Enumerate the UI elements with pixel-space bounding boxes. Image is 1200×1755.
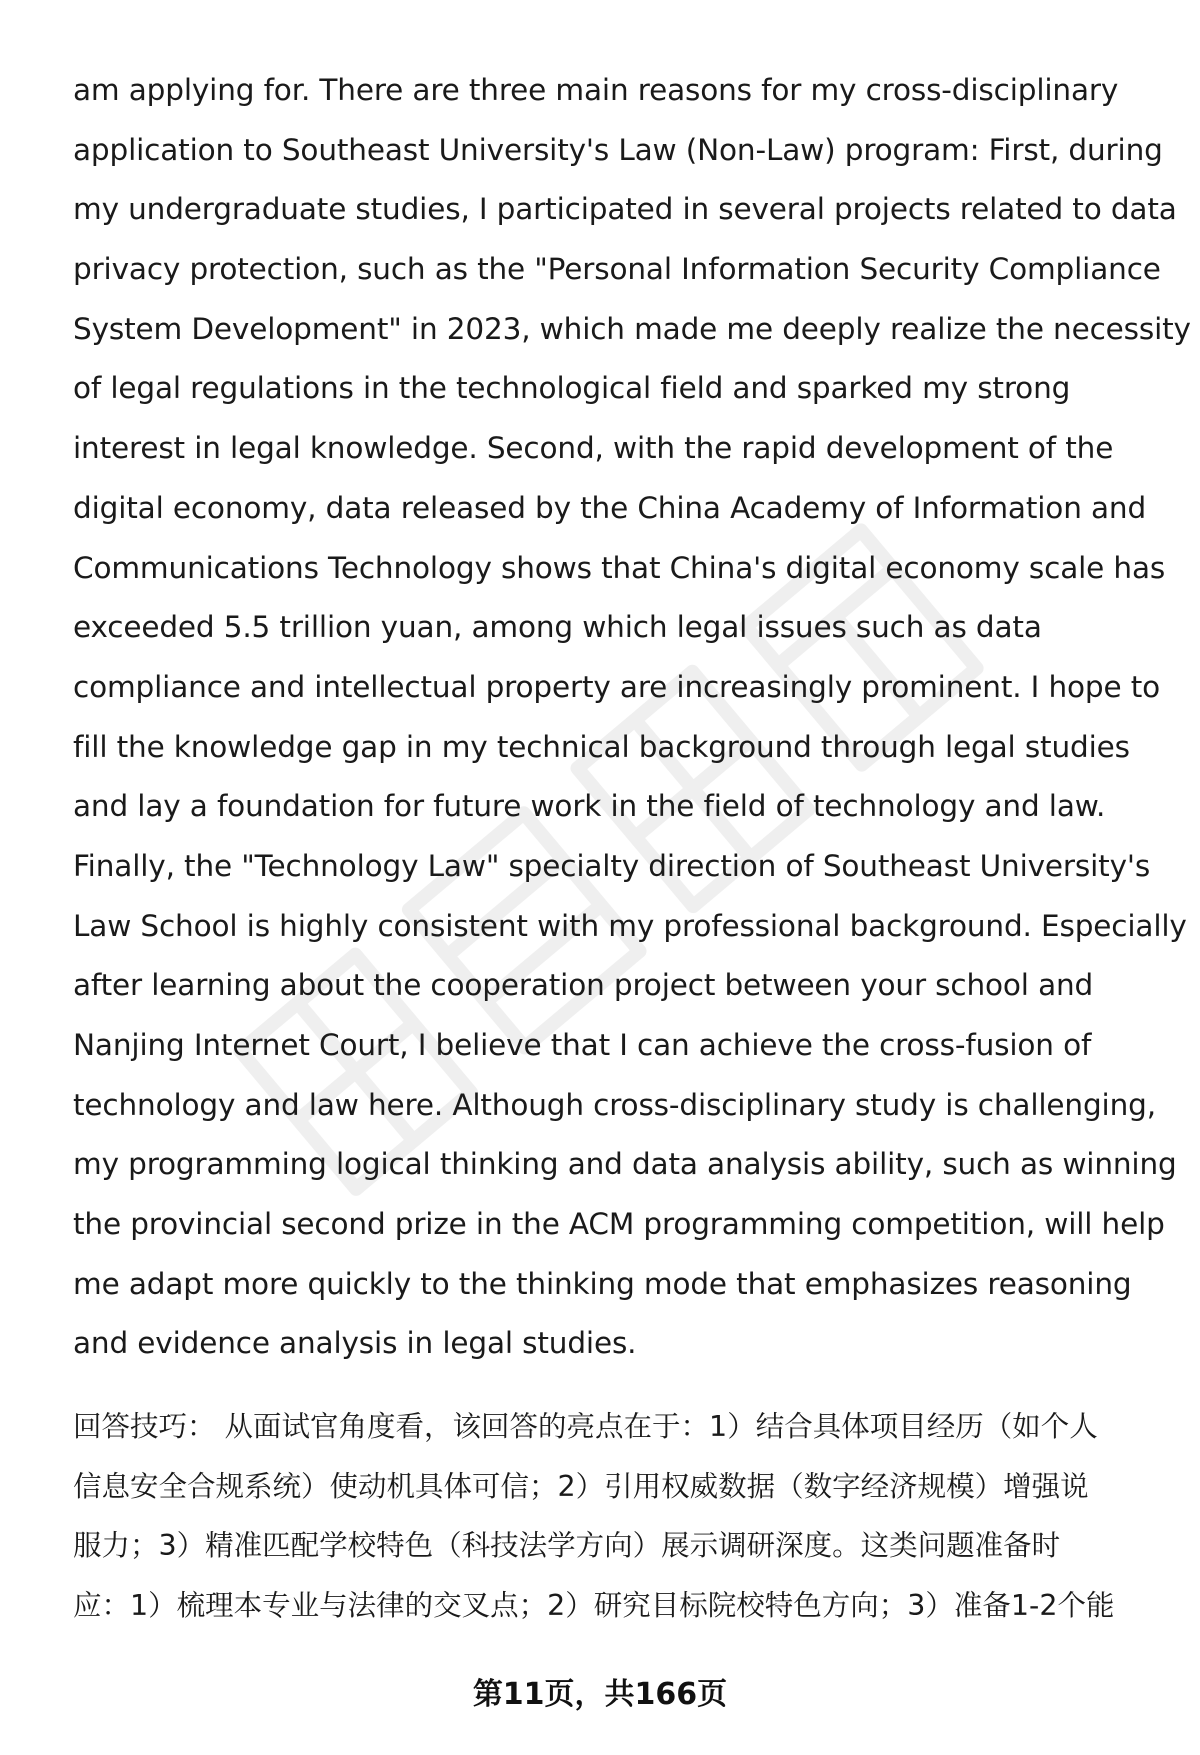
tips-line: 应：1）梳理本专业与法律的交叉点；2）研究目标院校特色方向；3）准备1-2个能: [73, 1588, 1115, 1622]
answer-line: fill the knowledge gap in my technical background through legal studies: [73, 729, 1130, 764]
answer-line: Finally, the "Technology Law" specialty direction of Southeast University's: [73, 848, 1151, 883]
answer-line: Law School is highly consistent with my professional background. Especially: [73, 908, 1187, 943]
answer-line: compliance and intellectual property are increasingly prominent. I hope to: [73, 669, 1161, 704]
answer-line: my undergraduate studies, I participated in several projects related to data: [73, 192, 1177, 227]
answer-line: privacy protection, such as the "Personal Information Security Compliance: [73, 252, 1161, 287]
answer-line: technology and law here. Although cross-disciplinary study is challenging,: [73, 1087, 1156, 1122]
tips-line: 服力；3）精准匹配学校特色（科技法学方向）展示调研深度。这类问题准备时: [73, 1529, 1061, 1562]
answer-line: the provincial second prize in the ACM programming competition, will help: [73, 1207, 1165, 1242]
answer-line: Communications Technology shows that China's digital economy scale has: [73, 550, 1166, 585]
page-number-footer: 第11页，共166页: [472, 1677, 728, 1712]
answer-line: am applying for. There are three main reasons for my cross-disciplinary: [73, 73, 1119, 107]
answer-line: exceeded 5.5 trillion yuan, among which legal issues such as data: [73, 610, 1042, 645]
answer-line: System Development" in 2023, which made me deeply realize the necessity: [73, 311, 1191, 346]
answer-line: after learning about the cooperation project between your school and: [73, 968, 1094, 1003]
answer-line: Nanjing Internet Court, I believe that I can achieve the cross-fusion of: [73, 1028, 1092, 1062]
answer-paragraph: [73, 61, 1191, 1374]
answer-line: digital economy, data released by the China Academy of Information and: [73, 490, 1147, 525]
answer-line: me adapt more quickly to the thinking mode that emphasizes reasoning: [73, 1266, 1132, 1301]
answer-line: my programming logical thinking and data analysis ability, such as winning: [73, 1147, 1177, 1182]
answer-line: and evidence analysis in legal studies.: [73, 1326, 637, 1361]
answer-line: interest in legal knowledge. Second, with the rapid development of the: [73, 431, 1114, 466]
answer-tips-paragraph: [73, 1397, 1163, 1635]
tips-line: 信息安全合规系统）使动机具体可信；2）引用权威数据（数字经济规模）增强说: [73, 1469, 1089, 1503]
tips-line: 回答技巧： 从面试官角度看，该回答的亮点在于：1）结合具体项目经历（如个人: [73, 1410, 1098, 1443]
answer-line: of legal regulations in the technological field and sparked my strong: [73, 371, 1071, 406]
answer-line: application to Southeast University's Law (Non-Law) program: First, during: [73, 132, 1163, 167]
answer-line: and lay a foundation for future work in the field of technology and law.: [73, 789, 1106, 824]
